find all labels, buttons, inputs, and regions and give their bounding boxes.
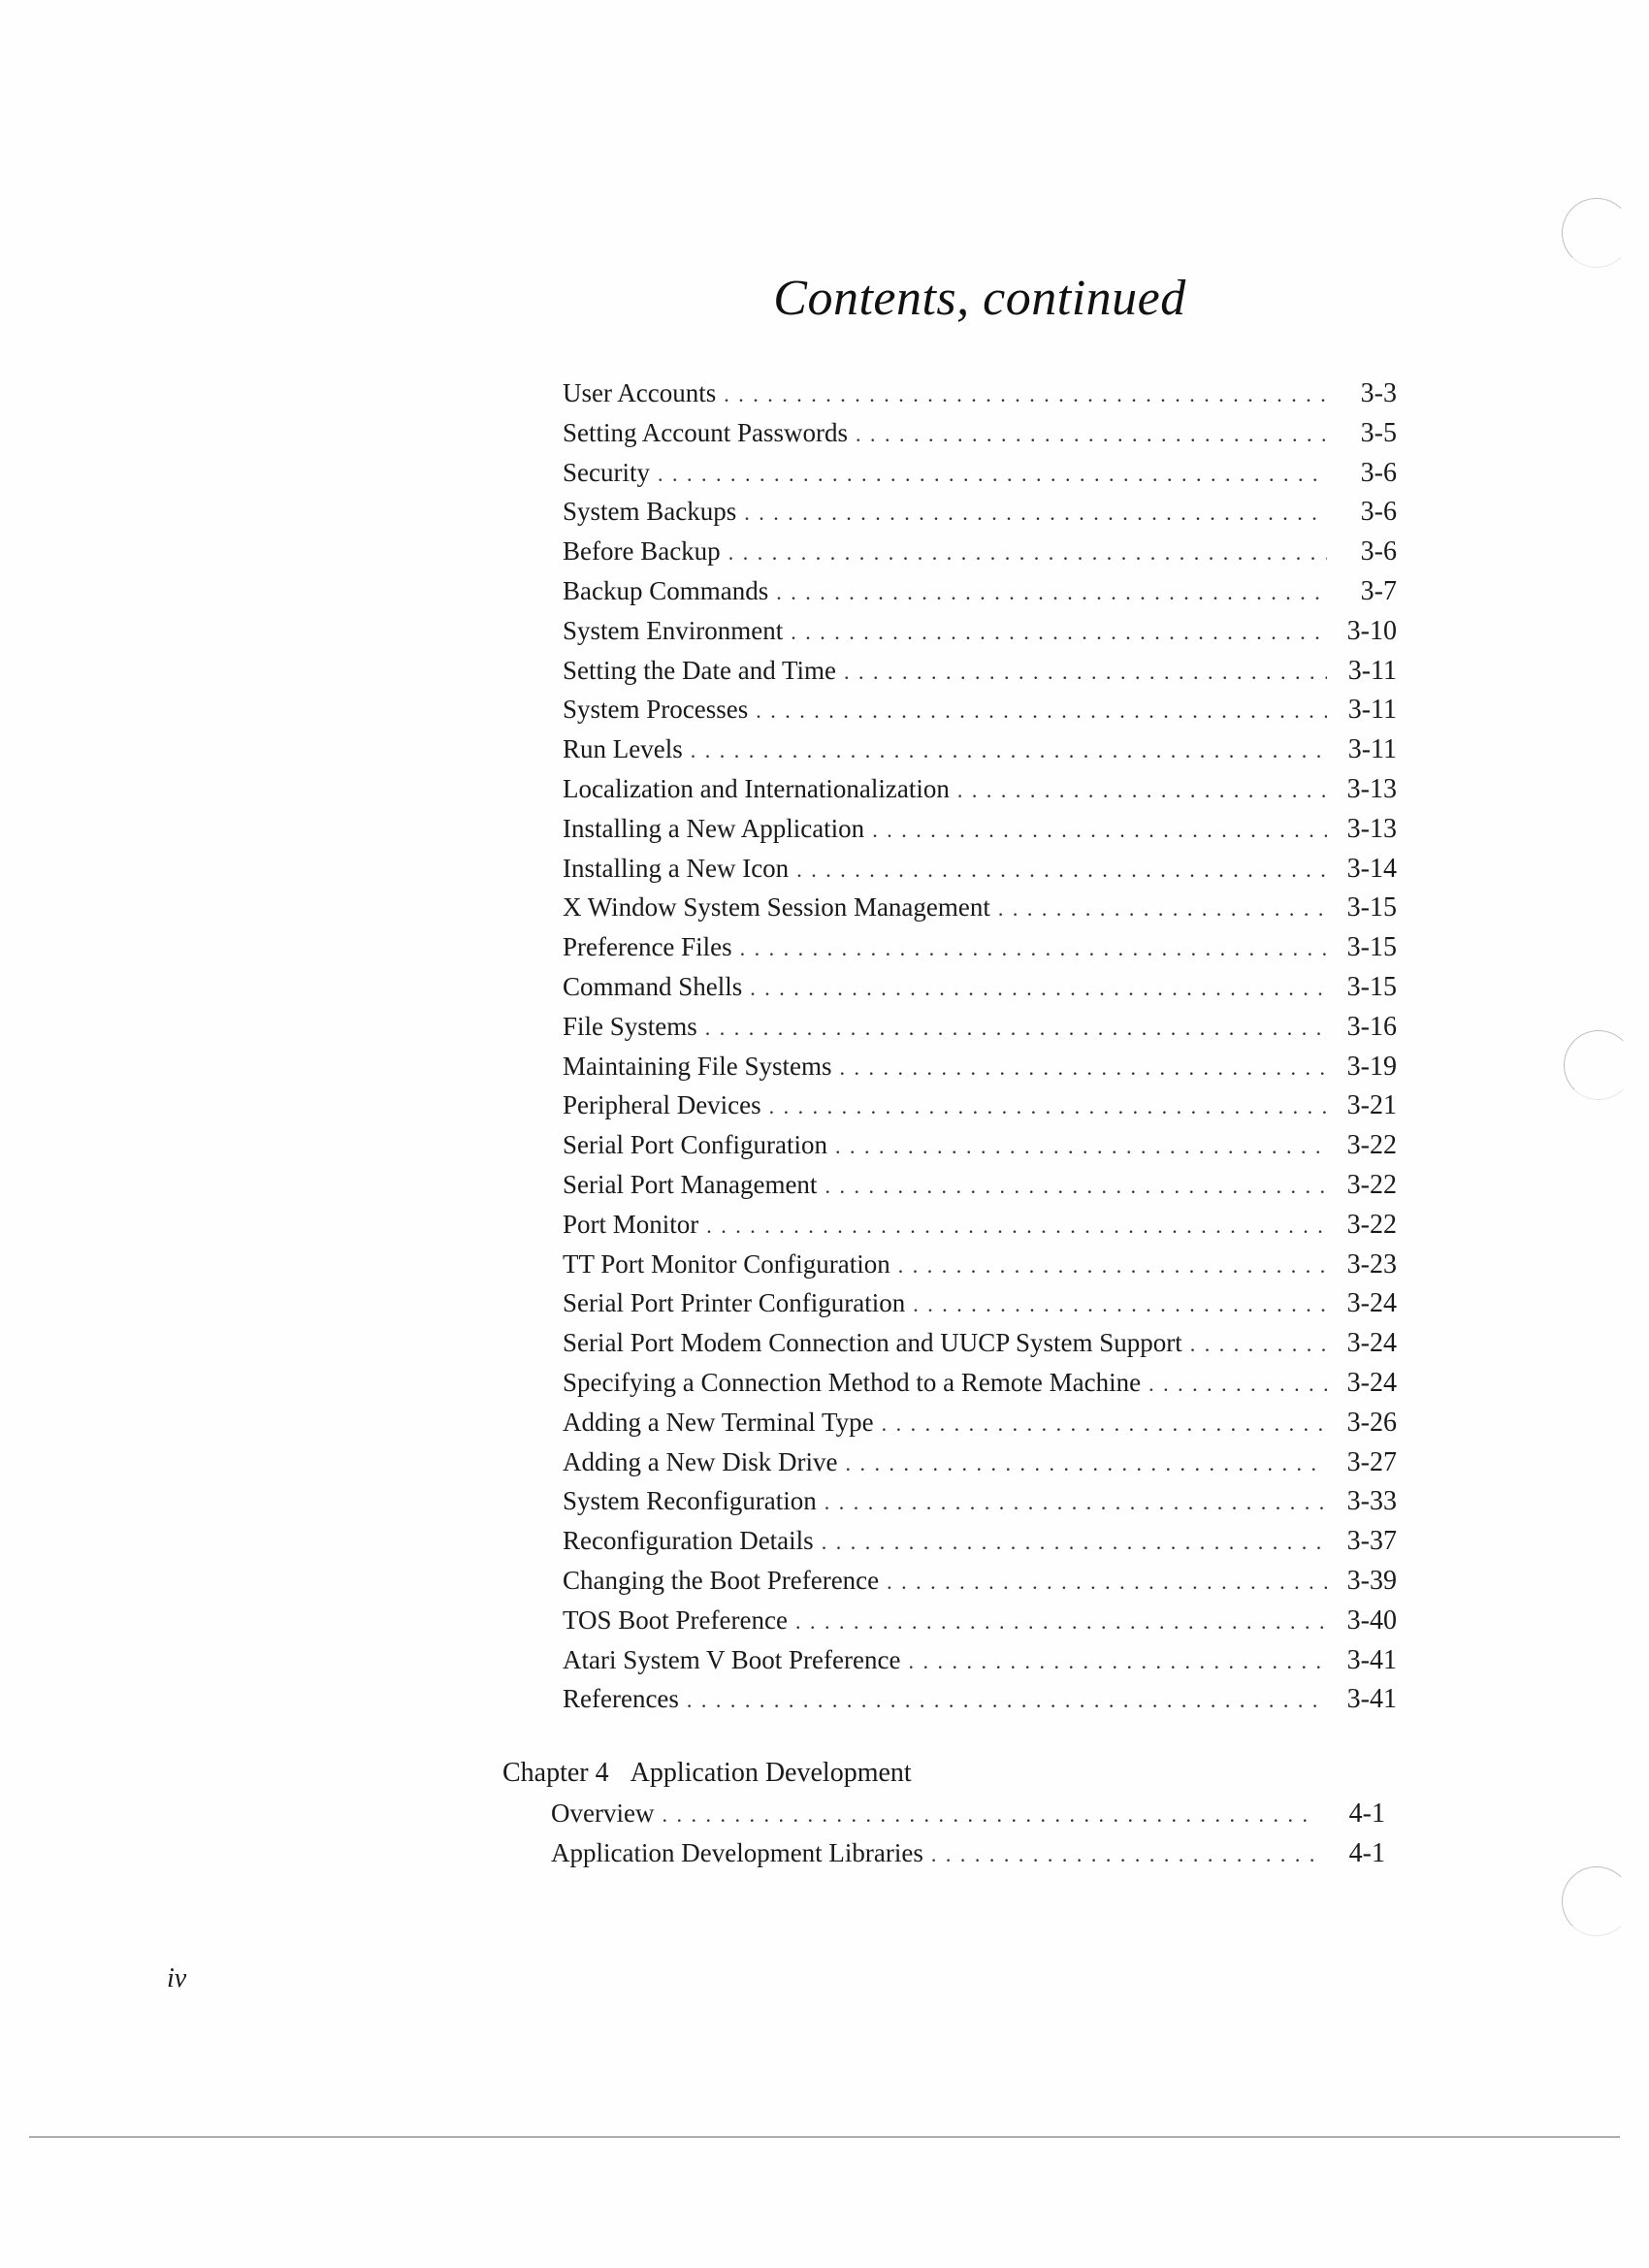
toc-entry-page: 3-11 xyxy=(1347,734,1397,765)
toc-leader-dots xyxy=(756,698,1327,724)
punch-hole-bottom xyxy=(1562,1866,1632,1936)
toc-entry-label: System Environment xyxy=(563,615,784,645)
scan-edge-line xyxy=(29,2136,1620,2138)
toc-leader-dots xyxy=(845,1451,1327,1476)
toc-entry-page: 3-40 xyxy=(1346,1604,1397,1636)
toc-entry-label: Adding a New Terminal Type xyxy=(563,1407,874,1437)
toc-entry-page: 3-14 xyxy=(1346,853,1397,884)
toc-entry xyxy=(563,932,1397,972)
toc-leader-dots xyxy=(705,1016,1327,1041)
toc-entry-page: 3-16 xyxy=(1346,1011,1397,1042)
punch-hole-top xyxy=(1562,198,1632,268)
chapter-number: Chapter 4 xyxy=(502,1758,609,1788)
toc-entry-label: Overview xyxy=(551,1798,655,1828)
toc-entry-label: Security xyxy=(563,457,650,487)
toc-entry-label: Installing a New Icon xyxy=(563,853,790,883)
toc-leader-dots xyxy=(931,1842,1315,1867)
toc-leader-dots xyxy=(856,422,1327,447)
toc-leader-dots xyxy=(824,1490,1327,1515)
toc-leader-dots xyxy=(750,976,1327,1001)
toc-entry-label: Atari System V Boot Preference xyxy=(563,1644,901,1674)
toc-leader-dots xyxy=(769,1094,1327,1119)
punch-hole-middle xyxy=(1564,1030,1633,1100)
toc-entry xyxy=(563,536,1397,576)
toc-entry-page: 4-1 xyxy=(1348,1837,1385,1868)
toc-entry-page: 3-13 xyxy=(1346,773,1397,804)
toc-entry xyxy=(563,1130,1397,1170)
toc-entry xyxy=(563,616,1397,656)
toc-entry xyxy=(563,774,1397,814)
toc-entry xyxy=(563,576,1397,616)
toc-entry-page: 3-11 xyxy=(1347,695,1397,726)
toc-leader-dots xyxy=(822,1530,1327,1555)
toc-leader-dots xyxy=(658,462,1327,487)
chapter-title: Application Development xyxy=(630,1758,912,1788)
chapter-toc-list xyxy=(551,1798,1385,1878)
toc-entry xyxy=(563,458,1397,498)
toc-entry xyxy=(563,814,1397,854)
page-title: Contents, continued xyxy=(773,271,1186,326)
toc-entry-label: System Processes xyxy=(563,695,749,725)
toc-entry-label: Maintaining File Systems xyxy=(563,1051,832,1081)
toc-entry xyxy=(563,1408,1397,1447)
toc-entry xyxy=(563,1447,1397,1487)
toc-entry xyxy=(563,1249,1397,1289)
toc-entry-label: Serial Port Modem Connection and UUCP System Support xyxy=(563,1328,1182,1358)
toc-entry-label: User Accounts xyxy=(563,378,717,407)
toc-entry xyxy=(563,1684,1397,1724)
chapter-heading xyxy=(502,1758,912,1789)
toc-leader-dots xyxy=(872,818,1327,843)
toc-entry-page: 3-41 xyxy=(1346,1644,1397,1675)
toc-leader-dots xyxy=(844,660,1327,685)
toc-entry-page: 3-19 xyxy=(1346,1051,1397,1082)
toc-entry-label: File Systems xyxy=(563,1011,697,1041)
toc-entry-page: 3-15 xyxy=(1346,971,1397,1002)
toc-leader-dots xyxy=(887,1570,1327,1595)
toc-entry xyxy=(551,1838,1385,1878)
toc-leader-dots xyxy=(1190,1332,1327,1357)
toc-list xyxy=(563,378,1397,1724)
toc-entry-label: Serial Port Printer Configuration xyxy=(563,1288,906,1318)
toc-leader-dots xyxy=(824,1174,1327,1199)
toc-entry-page: 3-33 xyxy=(1346,1486,1397,1517)
toc-entry-label: TT Port Monitor Configuration xyxy=(563,1248,890,1279)
toc-entry-label: TOS Boot Preference xyxy=(563,1604,788,1635)
toc-entry-page: 3-5 xyxy=(1360,417,1397,448)
toc-leader-dots xyxy=(1148,1372,1327,1397)
toc-entry xyxy=(563,1368,1397,1408)
toc-entry xyxy=(563,1328,1397,1368)
toc-entry-label: Before Backup xyxy=(563,536,721,567)
toc-entry-label: Changing the Boot Preference xyxy=(563,1565,880,1595)
toc-entry-label: Setting the Date and Time xyxy=(563,655,836,685)
toc-entry-label: Preference Files xyxy=(563,932,732,962)
toc-leader-dots xyxy=(957,778,1327,803)
toc-entry xyxy=(563,1605,1397,1645)
toc-entry xyxy=(563,1090,1397,1130)
toc-entry xyxy=(563,1526,1397,1566)
toc-entry xyxy=(563,734,1397,774)
toc-leader-dots xyxy=(835,1134,1327,1159)
toc-entry-page: 3-6 xyxy=(1360,497,1397,528)
toc-entry-page: 3-23 xyxy=(1346,1248,1397,1280)
toc-entry-label: References xyxy=(563,1684,679,1714)
toc-entry-page: 3-24 xyxy=(1346,1328,1397,1359)
toc-leader-dots xyxy=(796,858,1327,883)
toc-leader-dots xyxy=(662,1802,1315,1828)
toc-entry-page: 4-1 xyxy=(1348,1798,1385,1829)
toc-entry-page: 3-26 xyxy=(1346,1407,1397,1438)
toc-entry xyxy=(563,1645,1397,1685)
toc-entry-label: Setting Account Passwords xyxy=(563,417,848,447)
toc-entry xyxy=(551,1798,1385,1838)
toc-entry-label: Serial Port Management xyxy=(563,1169,818,1199)
toc-entry-label: Run Levels xyxy=(563,734,683,764)
toc-entry-label: Reconfiguration Details xyxy=(563,1526,814,1556)
toc-entry xyxy=(563,695,1397,734)
toc-entry-label: X Window System Session Management xyxy=(563,892,990,923)
toc-entry xyxy=(563,972,1397,1012)
toc-entry-page: 3-15 xyxy=(1346,892,1397,923)
toc-entry-page: 3-6 xyxy=(1360,536,1397,567)
toc-leader-dots xyxy=(908,1649,1327,1674)
toc-entry-page: 3-10 xyxy=(1346,615,1397,646)
toc-leader-dots xyxy=(795,1609,1327,1635)
toc-leader-dots xyxy=(791,620,1327,645)
toc-entry xyxy=(563,1210,1397,1249)
toc-entry xyxy=(563,497,1397,536)
toc-leader-dots xyxy=(740,936,1327,961)
toc-entry-page: 3-24 xyxy=(1346,1367,1397,1398)
toc-entry-page: 3-37 xyxy=(1346,1526,1397,1557)
toc-entry xyxy=(563,1566,1397,1605)
toc-leader-dots xyxy=(691,738,1327,763)
toc-entry xyxy=(563,1170,1397,1210)
toc-entry-label: Application Development Libraries xyxy=(551,1837,923,1867)
toc-entry-label: Peripheral Devices xyxy=(563,1090,761,1120)
toc-entry-page: 3-3 xyxy=(1360,378,1397,408)
toc-entry xyxy=(563,656,1397,696)
toc-entry-page: 3-7 xyxy=(1360,575,1397,606)
toc-entry-label: Adding a New Disk Drive xyxy=(563,1446,838,1476)
toc-entry-page: 3-39 xyxy=(1346,1565,1397,1596)
toc-entry-label: Installing a New Application xyxy=(563,813,865,843)
toc-entry-label: System Reconfiguration xyxy=(563,1486,817,1516)
toc-entry xyxy=(563,1052,1397,1091)
page-number: iv xyxy=(167,1963,187,1993)
toc-entry xyxy=(563,378,1397,418)
toc-entry-label: Specifying a Connection Method to a Remote Machine xyxy=(563,1367,1142,1397)
toc-entry-page: 3-24 xyxy=(1346,1288,1397,1319)
toc-entry-page: 3-6 xyxy=(1360,457,1397,488)
toc-entry xyxy=(563,1288,1397,1328)
toc-entry-page: 3-27 xyxy=(1346,1446,1397,1477)
toc-entry-label: Backup Commands xyxy=(563,575,769,605)
toc-leader-dots xyxy=(913,1292,1327,1317)
toc-entry-page: 3-22 xyxy=(1346,1169,1397,1200)
toc-entry-page: 3-21 xyxy=(1346,1090,1397,1121)
toc-entry-label: System Backups xyxy=(563,497,737,527)
toc-entry-page: 3-13 xyxy=(1346,813,1397,844)
toc-leader-dots xyxy=(687,1688,1327,1713)
toc-entry-label: Serial Port Configuration xyxy=(563,1130,827,1160)
toc-leader-dots xyxy=(898,1253,1327,1279)
toc-leader-dots xyxy=(728,540,1327,566)
toc-entry xyxy=(563,854,1397,893)
toc-leader-dots xyxy=(840,1055,1327,1081)
toc-entry-page: 3-15 xyxy=(1346,932,1397,963)
toc-entry-label: Port Monitor xyxy=(563,1209,699,1239)
toc-leader-dots xyxy=(706,1214,1327,1239)
toc-entry xyxy=(563,1012,1397,1052)
toc-leader-dots xyxy=(776,580,1327,605)
toc-entry xyxy=(563,1486,1397,1526)
toc-leader-dots xyxy=(744,501,1327,526)
toc-entry-page: 3-11 xyxy=(1347,655,1397,686)
toc-entry-label: Command Shells xyxy=(563,971,743,1001)
toc-entry-label: Localization and Internationalization xyxy=(563,773,950,803)
toc-leader-dots xyxy=(998,896,1327,922)
toc-entry-page: 3-22 xyxy=(1346,1130,1397,1161)
toc-entry-page: 3-22 xyxy=(1346,1209,1397,1240)
toc-leader-dots xyxy=(882,1411,1327,1437)
toc-entry xyxy=(563,418,1397,458)
toc-entry-page: 3-41 xyxy=(1346,1684,1397,1715)
toc-leader-dots xyxy=(724,382,1327,407)
toc-entry xyxy=(563,892,1397,932)
